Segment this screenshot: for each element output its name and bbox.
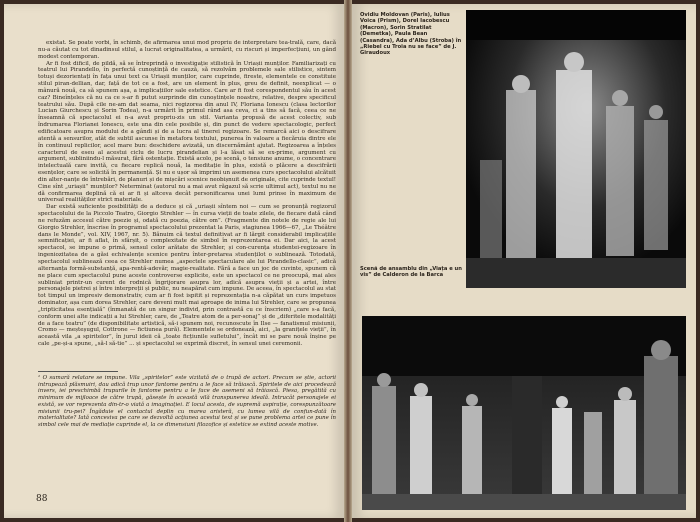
stage-photo-top bbox=[466, 10, 686, 288]
paragraph: existat. Se poate vorbi, în schimb, de afirmarea unui mod propriu de interpretare tea-trală, care, dacă nu-a căutat cu tot dinadinsul stilul, a lucrat originalitatea, a urmărit, cu riscuri și imperfecțiuni, un gând modest contemporan. bbox=[38, 40, 336, 60]
page-number: 88 bbox=[36, 494, 48, 504]
paragraph: Dar există suficiente posibilități de a deduce și că „uriașii sîntem noi — cum se pronunță regizorul spectacolului de la Piccolo Teatro, Giorgio Strehler — în cursa vieții de toate zilele, de fiecare dată când ne refuzăm accesul către poezie și, odată cu poezia, către om”. (Fragmente din notele de regie ale lui Giorgio Strehler, înscrise în programul spectacolului prezentat la Paris, stagiunea 1966—67, „Le Théâtre dans le Monde”, vol. XIV, 1967, nr. 5). Bănuim că textul definitivat ar fi lărgit considerabil implicațiile semnificației, ar fi aflat, în sfârșit, o complexitate de simbol în reprezentarea ei. Dar aici, la acest spectacol, se impune o primă, sensul celor arătate de Strehler, și con-curența studentei-regizoare în ingeniozitatea de a găsi echivalențe scenice pentru înter-pretarea studențilot o sublinează. Totodată, spectacolul sublinează ceea ce Strehler numea „aspectele spectaculare ale lui Pirandello-clasic”, adică alternanța formă-substanță, apa-rentă-adevăr, magie-realitate. Fără a face un joc de cuvinte, spunem că ne place cum spectacolul pune aceste controverse explicite, este un spectacol ce ne preocupă, mai ales subliniat printr-un curent de rodnică îngrijorare asupra lor, adică asupra vieții și a artei, între personajele pietrei și între interpreții și public, nu neapărat cum impune. De aceea, în spectacolul au stat tot timpul un impresiv demonstrativ, cum ar fi fost ispitit și reprezentația n-a căpătat un curs impetuos dominator, așa cum dorea Strehler, care deveni mult mai aproape de inima lui Strehler, care se propunea „tripticitatea esențială” (înmanată de un singur individ, prin contrastă cu ce înscriem) „care s-a facă, conform unei alte indicații a lui Strehler, care, de „Teatre atom de a per-sonaj” și de „diferitele modalități de a face teatru” (de disponibilitate artistică, să-i spunem noi, recunoscute în Ilse — fanatismul misiunii, Cromo — meșteșugul, Cottrone — fictiunea pură). Elementele se ordonează, aici, „la granițele vieții”, în această vila „a spiritelor”, în jurul ideii că „toate ficțiunile sufletului”, încât mi se pare nouă înșine pe cale „pe-și-a spune, „să-l să-tie” ... și spectacolul se exprimă discret, în sensul unei ceremonii. bbox=[38, 204, 336, 348]
photo-caption-bottom: Scenă de ansamblu din „Viața e un vis” de Calderon de la Barca bbox=[360, 266, 462, 279]
footnote-divider bbox=[38, 371, 118, 372]
book-gutter bbox=[344, 0, 352, 522]
stage-photo-top-image bbox=[466, 10, 686, 288]
photo-caption-top: Ovidiu Moldovan (Paris), Iulius Voica (Prism), Dorel Iacobescu (Macron), Sorin Stratilat (Demetka), Paula Bean (Casandra), Ada d’Albu (Stroba) în „Riebel cu Troia nu se face” de J. Giraudoux bbox=[360, 12, 462, 57]
footnote: ¹ O sumară relatare se impune. Vila „spiritelor” este vizitată de o trupă de actori. Precum se știe, actorii intrupează plăsmuiri, dau adică trup unor fantome pentru a le face să trăiască. Spiritele de aici procedează invers, iei preschimbă trupurile în fantome pentru a le face de asemeni să trăiască. Piesa, pregătită cu minimum de mijloace de către trupă, găsește în această vilă transpunerea ideală. Intrucât personajele ei există, se vor reprezenta din-tr-o viată a imaginației. E locul acesta, de supremă aspirație, corespunzătoare misiunii tru-pei? Îngăduie el contactul deplin cu marea aristeră, cu lumea vilă de confun-dată în materialitate? Iată concesiva pe care se dezvoltă acțiunea acestui text și se pune problema artei ce pune în simbol cele mai de mediație cuprinde el, la ce dimensiuni filozofice și estetice se extind aceste motive. bbox=[38, 375, 336, 428]
body-text bbox=[38, 40, 336, 348]
stage-photo-bottom-image bbox=[362, 316, 686, 510]
paragraph: Ar fi fost dificil, de pildă, să se întreprindă o investigație stilistică în Uriașii munților. Familiarizați cu teatrul lui Pirandello, în perfectă cunoștință de cauză, să rezolvăm problemele sale stilistice, sintem totuși dezorientați în fața unui text ca Uriașii munților, care cuprinde, fireste, elementele ce constituie stilul piran-dellian, dar, față de tot ce a fost, are un element în plus, greu de definit, neexplicat — o mânură nouă, ca să spunem așa, a implicațiilor sale estetice. Care ar fi fost corespondentul său în acest caz? Bineînțeles că nu ca ce s-ar fi putut surprinde din cunoștințele noastre, relative, despre specificul teatrului său. După cile ne-am dat seama, nici regizorea din anul IV, Floriana Ionescu (clasa lectorilor Lucian Giurchescu și Sorin Todea), n-a urmărit în primul rând asa ceva, ci a tins să facă, ceea ce ne înseamnă că spectacolul ei n-a avut propriu-zis un stil. Varianta propusă de acest colectiv, sub îndrumarea Florianei Ionescu, este una din cele posibile și, din punct de vedere spectacologic, perfect edificatoare asupra modului de a gândi și de a lucra al tinerei regizoare. Se remarcă aici o descifrare atentă a sensurilor, atât de subtil ascunse în metafora textului, punerea în valoare a fiecăruia dintre ele în continuul replicilor, acel mare bun: deschidere avizată, un discernământ ajutat. Regizoarea a înțeles caracterul de eseu al acestui ciclu de lucru pirandelian și l-a lăsat să se ex-prime, argument cu argument, subliniindu-l măsurat, fără ostentație. Există acolo, pe scenă, o tensiune anume, o concentrare intelectuală care invită, cu fiecare replică nouă, la meditație în plus, există o plăcere a descifrării esențelor, care se solicită în permanență. Și nu e ușor să imprimi un asemenea curs spectacolului alcătuit din alter-nanțe de întrebări, de planuri și de mișcări scenice neobișnuit de originale, cite cuprinde textul! Cine sînt „uriașii” munților? Neterminat (autorul nu a mai avut răgazul să scrie ultimul act), textul nu ne dă confirmarea deplină că ei ar fi și altceva decât personificarea unei lumi prinse în maximum de universal realităților strict materiale. bbox=[38, 60, 336, 204]
stage-photo-bottom bbox=[362, 316, 686, 510]
left-page bbox=[4, 4, 344, 518]
right-page bbox=[352, 4, 696, 518]
